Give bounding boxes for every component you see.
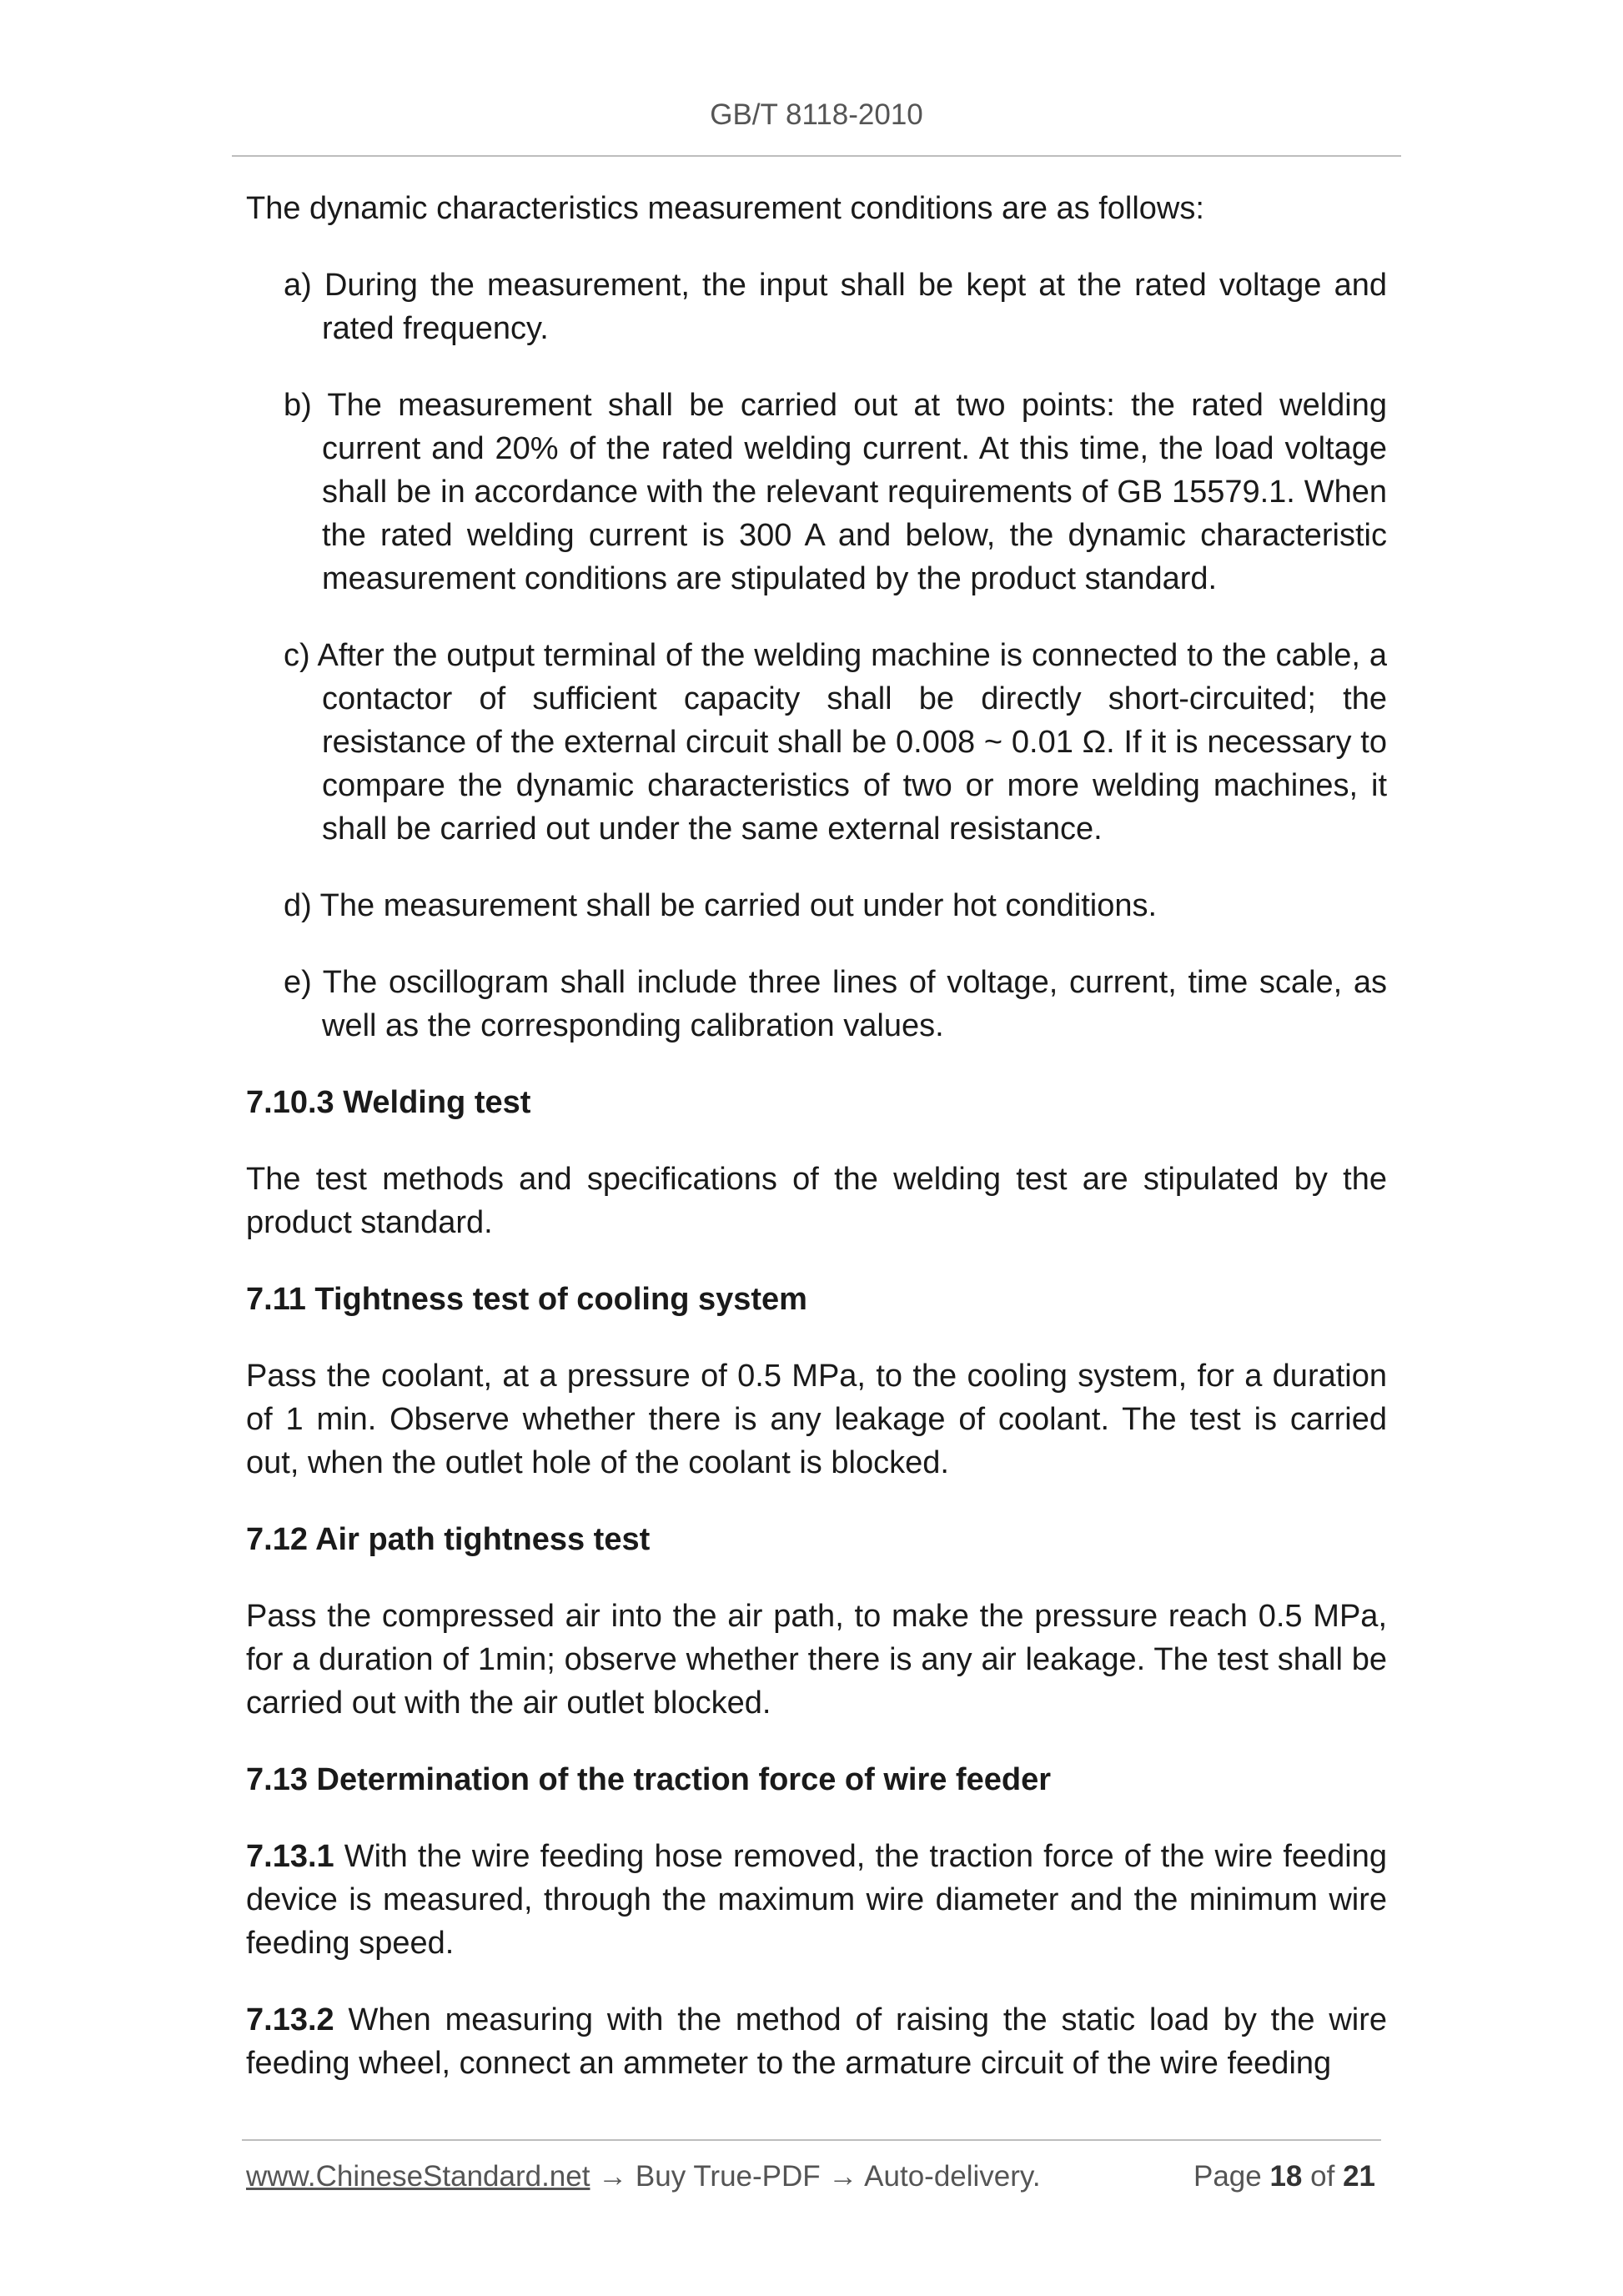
condition-label: d)	[284, 888, 312, 923]
section-heading-7-11: 7.11 Tightness test of cooling system	[246, 1282, 807, 1317]
page-footer	[246, 2160, 1380, 2202]
footer-tagline: → Buy True-PDF → Auto-delivery.	[598, 2160, 1041, 2193]
page-total: 21	[1343, 2160, 1375, 2193]
section-body-7-12: Pass the compressed air into the air path, to make the pressure reach 0.5 MPa, for a duration of 1min; observe whether there is any air leakage. The test shall be carried out with the air outlet blocked.	[246, 1599, 1387, 1721]
footer-divider	[242, 2139, 1381, 2141]
condition-text: During the measurement, the input shall be kept at the rated voltage and rated frequency.	[322, 268, 1387, 346]
page-indicator	[1193, 2160, 1375, 2193]
of-label: of	[1310, 2160, 1335, 2193]
condition-item-d	[284, 884, 1387, 927]
condition-label: a)	[284, 268, 312, 303]
condition-item-e	[284, 961, 1387, 1048]
page-current: 18	[1269, 2160, 1303, 2193]
header-divider	[232, 155, 1401, 157]
page-content	[246, 187, 1387, 2118]
document-header: GB/T 8118-2010	[710, 98, 923, 131]
clause-text: With the wire feeding hose removed, the traction force of the wire feeding device is measured, through the maximum wire diameter and the minimum wire feeding speed.	[246, 1839, 1387, 1961]
condition-item-c	[284, 634, 1387, 851]
section-heading-7-13: 7.13 Determination of the traction force of wire feeder	[246, 1762, 1051, 1797]
intro-paragraph: The dynamic characteristics measurement conditions are as follows:	[246, 191, 1204, 226]
condition-text: After the output terminal of the welding machine is connected to the cable, a contactor of sufficient capacity shall be directly short-circuited; the resistance of the external circuit shall be 0.008 ~ 0.01 Ω. If it is necessary to compare the dynamic characteristics of two or more welding machines, it shall be carried out under the same external resistance.	[317, 638, 1387, 847]
section-body-7-10-3: The test methods and specifications of the welding test are stipulated by the product standard.	[246, 1162, 1387, 1240]
section-body-7-11: Pass the coolant, at a pressure of 0.5 MPa, to the cooling system, for a duration of 1 min. Observe whether there is any leakage of coolant. The test is carried out, when the outlet hole of the coolant is blocked.	[246, 1359, 1387, 1480]
clause-number: 7.13.2	[246, 2002, 334, 2037]
section-heading-7-10-3: 7.10.3 Welding test	[246, 1085, 531, 1120]
section-heading-7-12: 7.12 Air path tightness test	[246, 1522, 651, 1557]
clause-number: 7.13.1	[246, 1839, 334, 1874]
condition-label: b)	[284, 388, 312, 423]
page-label: Page	[1193, 2160, 1262, 2193]
condition-label: c)	[284, 638, 310, 673]
clause-7-13-2	[246, 1998, 1387, 2085]
condition-text: The oscillogram shall include three lines of voltage, current, time scale, as well as the corresponding calibration values.	[322, 965, 1388, 1043]
website-link[interactable]: www.ChineseStandard.net	[246, 2160, 590, 2193]
footer-promo	[246, 2160, 1041, 2193]
clause-text: When measuring with the method of raising the static load by the wire feeding wheel, connect an ammeter to the armature circuit of the wire feeding	[246, 2002, 1387, 2081]
condition-label: e)	[284, 965, 312, 1000]
condition-text: The measurement shall be carried out at two points: the rated welding current and 20% of the rated welding current. At this time, the load voltage shall be in accordance with the relevant requirements of GB 15579.1. When the rated welding current is 300 A and below, the dynamic characteristic measurement conditions are stipulated by the product standard.	[322, 388, 1388, 596]
condition-item-b	[284, 384, 1387, 600]
condition-text: The measurement shall be carried out under hot conditions.	[319, 888, 1158, 923]
condition-item-a	[284, 264, 1387, 350]
clause-7-13-1	[246, 1835, 1387, 1965]
